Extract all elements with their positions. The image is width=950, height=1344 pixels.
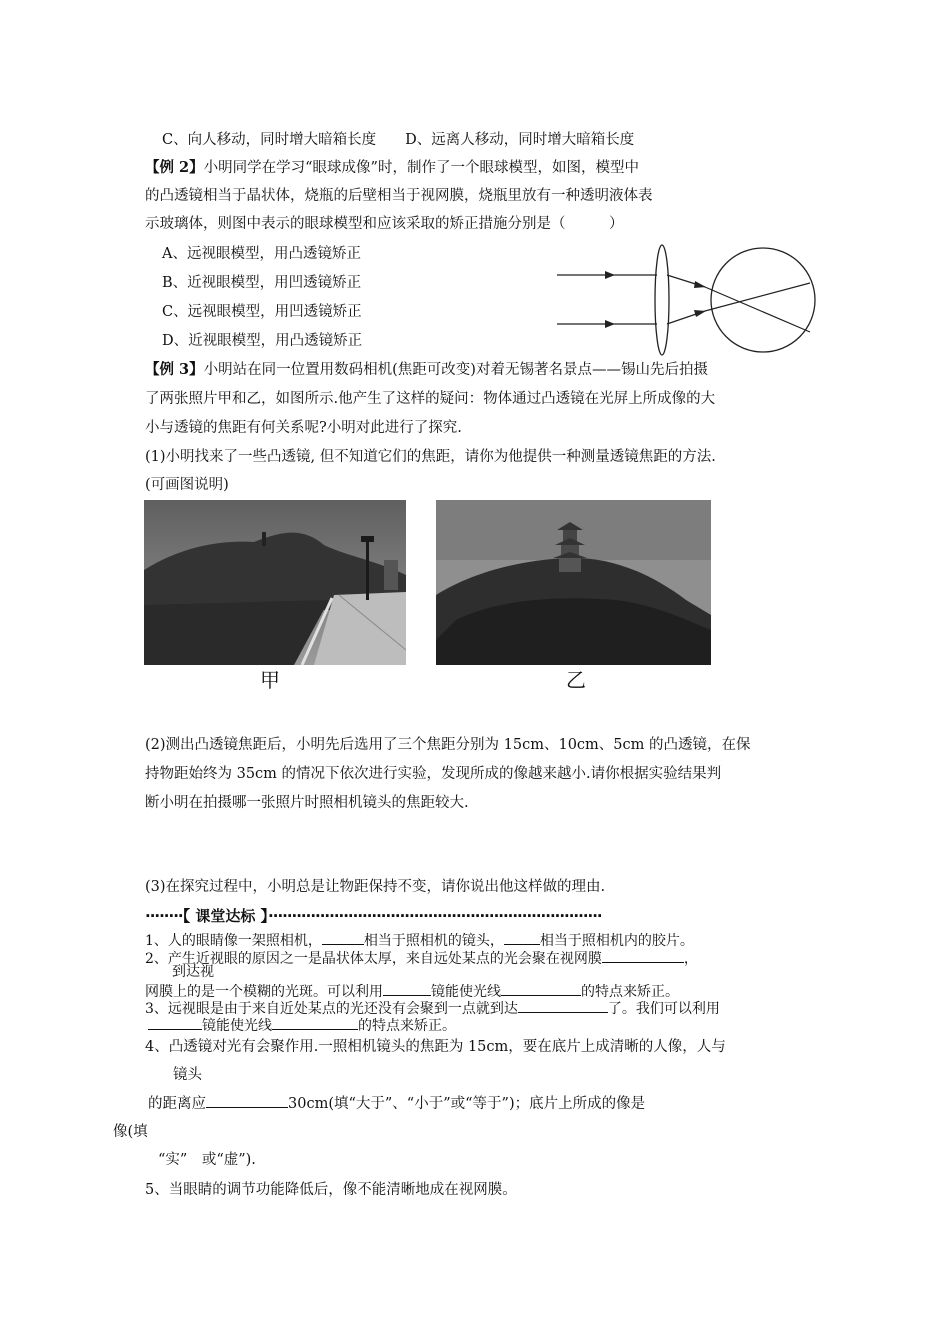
blank-5[interactable]: [501, 981, 581, 996]
example-2-line-3: 示玻璃体，则图中表示的眼球模型和应该采取的矫正措施分别是（ ）: [145, 216, 624, 232]
practice-2-text-d: 网膜上的是一个模糊的光斑。可以利用: [145, 984, 383, 1000]
option-c: C、远视眼模型，用凹透镜矫正: [162, 304, 362, 320]
blank-8[interactable]: [272, 1015, 358, 1030]
practice-2-text-b: ，: [683, 951, 698, 967]
blank-2[interactable]: [504, 930, 540, 945]
photo-yi: [436, 500, 711, 665]
practice-3-text-b: 了。我们可以利用: [607, 1001, 720, 1017]
option-a: A、远视眼模型，用凸透镜矫正: [162, 246, 361, 262]
practice-2-text-f: 的特点来矫正。: [581, 984, 679, 1000]
example-2-line-1: [145, 158, 639, 178]
arrow-icon: [694, 281, 706, 288]
practice-2-text-a: 2、产生近视眼的原因之一是晶状体太厚，来自远处某点的光会聚在视网膜: [145, 951, 602, 967]
question-2-line-3: 断小明在拍摄哪一张照片时照相机镜头的焦距较大.: [145, 795, 469, 811]
question-3-line-1: (3)在探究过程中，小明总是让物距保持不变，请你说出他这样做的理由.: [145, 879, 606, 895]
eyeball-flask: [711, 248, 815, 352]
practice-4-line-5: “实” 或“虚”).: [158, 1152, 256, 1168]
example-2-text-1: 小明同学在学习“眼球成像”时，制作了一个眼球模型，如图，模型中: [203, 160, 639, 176]
dotted-divider-left: ········: [145, 907, 183, 925]
practice-3-text-a: 3、远视眼是由于来自近处某点的光还没有会聚到一点就到达: [145, 1001, 518, 1017]
practice-2-line-2: 到达视: [172, 964, 214, 980]
blank-9[interactable]: [206, 1093, 288, 1108]
practice-1: [145, 930, 694, 949]
example-3-line-3: 小与透镜的焦距有何关系呢?小明对此进行了探究.: [145, 420, 462, 436]
arrow-icon: [694, 310, 706, 317]
question-1-line-2: (可画图说明): [145, 477, 229, 493]
practice-3-line-2: [148, 1015, 456, 1034]
example-3-tag: 【例 3】: [145, 361, 204, 378]
refracted-ray-1: [705, 287, 810, 332]
practice-2-text-e: 镜能使光线: [431, 984, 501, 1000]
practice-4-line-4: 像(填: [113, 1124, 148, 1140]
option-line-cd: C、向人移动，同时增大暗箱长度 D、远离人移动，同时增大暗箱长度: [162, 132, 635, 148]
convex-lens: [655, 245, 669, 355]
practice-3-text-d: 的特点来矫正。: [358, 1018, 456, 1034]
question-1-line-1: (1)小明找来了一些凸透镜, 但不知道它们的焦距，请你为他提供一种测量透镜焦距的方法.: [145, 449, 716, 465]
question-2-line-2: 持物距始终为 35cm 的情况下依次进行实验，发现所成的像越来越小.请你根据实验结果判: [145, 766, 722, 782]
practice-2-line-1: [145, 948, 698, 967]
practice-4-text-d: 30cm(填“大于”、“小于”或“等于”)；底片上所成的像是: [288, 1096, 646, 1112]
photo-jia: [144, 500, 406, 665]
practice-5: 5、当眼睛的调节功能降低后，像不能清晰地成在视网膜。: [145, 1182, 517, 1198]
practice-1-text-c: 相当于照相机内的胶片。: [539, 933, 694, 949]
example-3-line-2: 了两张照片甲和乙，如图所示.他产生了这样的疑问：物体通过凸透镜在光屏上所成像的大: [145, 391, 716, 407]
practice-4-text-c: 的距离应: [148, 1096, 206, 1112]
caption-yi: 乙: [566, 668, 586, 692]
practice-4-line-1: 4、凸透镜对光有会聚作用.一照相机镜头的焦距为 15cm，要在底片上成清晰的人像，人与: [145, 1039, 726, 1055]
arrow-icon: [605, 320, 615, 328]
option-d: D、近视眼模型，用凸透镜矫正: [162, 333, 363, 349]
practice-1-text-a: 1、人的眼睛像一架照相机，: [145, 933, 322, 949]
refracted-ray-2: [705, 283, 810, 311]
section-header: [145, 905, 602, 926]
caption-jia: 甲: [260, 668, 280, 692]
example-3-line-1: [145, 360, 708, 380]
practice-3-text-c: 镜能使光线: [202, 1018, 272, 1034]
blank-1[interactable]: [322, 930, 364, 945]
practice-4-line-3: [148, 1093, 645, 1114]
option-b: B、近视眼模型，用凹透镜矫正: [162, 275, 362, 291]
dotted-divider-right: ·······································································: [268, 907, 602, 925]
section-title: 【 课堂达标 】: [182, 907, 269, 925]
blank-3[interactable]: [602, 948, 684, 963]
example-2-line-2: 的凸透镜相当于晶状体，烧瓶的后壁相当于视网膜，烧瓶里放有一种透明液体表: [145, 188, 653, 204]
practice-4-line-2: 镜头: [173, 1067, 202, 1083]
example-3-text-1: 小明站在同一位置用数码相机(焦距可改变)对着无锡著名景点——锡山先后拍摄: [203, 362, 708, 378]
arrow-icon: [605, 271, 615, 279]
blank-4[interactable]: [383, 981, 431, 996]
practice-1-text-b: 相当于照相机的镜头，: [363, 933, 504, 949]
blank-7[interactable]: [148, 1015, 202, 1030]
example-2-tag: 【例 2】: [145, 159, 204, 176]
eye-model-diagram: [545, 240, 825, 360]
question-2-line-1: (2)测出凸透镜焦距后，小明先后选用了三个焦距分别为 15cm、10cm、5cm 的凸透镜，在保: [145, 737, 751, 753]
blank-6[interactable]: [518, 998, 608, 1013]
